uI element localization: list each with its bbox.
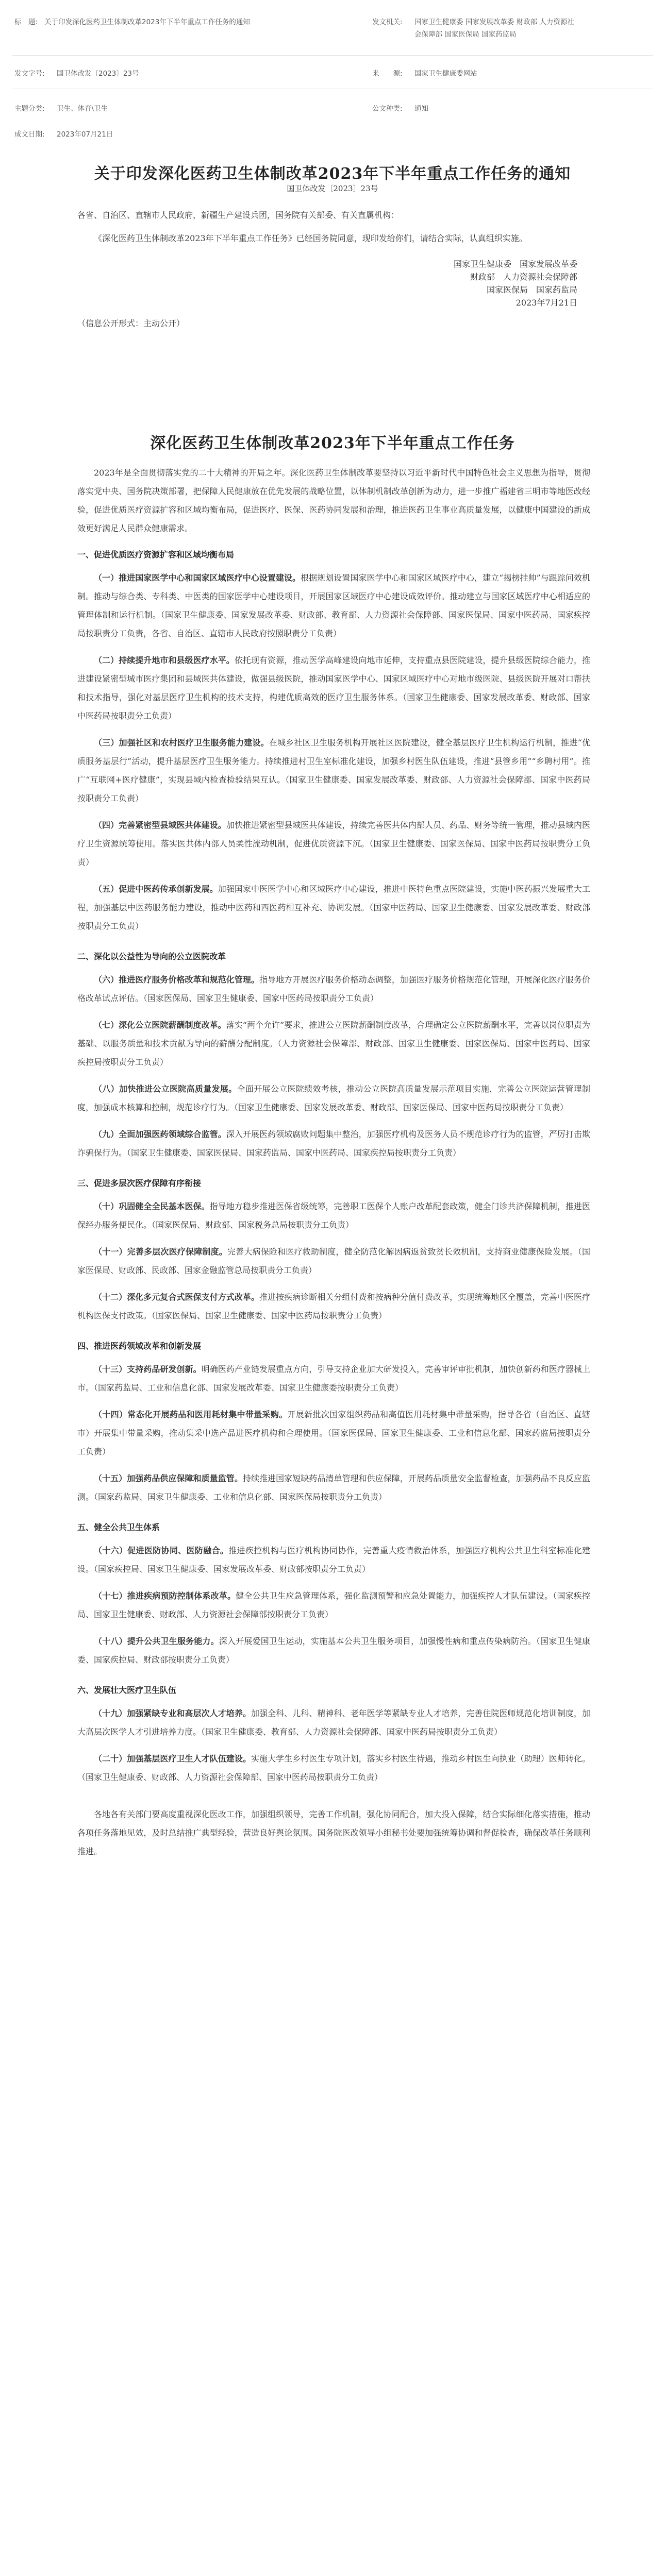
- item-text: 明确医药产业链发展重点方向，引导支持企业加大研发投入，完善审评审批机制，加快创新药和医疗器械上市。（国家药监局、工业和信息化部、国家发展改革委、国家卫生健康委按职责分工负责）: [77, 1364, 590, 1393]
- meta-source-label: 来 源:: [372, 70, 403, 78]
- item-text: 指导地方开展医疗服务价格动态调整，加强医疗服务价格规范化管理，开展深化医疗服务价格改革试点评估。（国家医保局、国家卫生健康委、国家中医药局按职责分工负责）: [77, 975, 590, 1003]
- item-text: 加强国家中医医学中心和区域医疗中心建设，推进中医特色重点医院建设，实施中医药振兴发展重大工程，加强基层中医药服务能力建设，推动中医药和西医药相互补充、协调发展。（国家中医药局、国家卫生健康委、国家发展改革委、财政部按职责分工负责）: [77, 884, 590, 931]
- item-lead: （九）全面加强医药领域综合监管。: [94, 1129, 226, 1139]
- item-text: 持续推进国家短缺药品清单管理和供应保障，开展药品质量安全监督检查，加强药品不良反应监测。（国家药监局、国家卫生健康委、工业和信息化部、国家医保局按职责分工负责）: [77, 1473, 590, 1502]
- item-text: 落实“两个允许”要求，推进公立医院薪酬制度改革，合理确定公立医院薪酬水平，完善以岗位职责为基础、以服务质量和技术贡献为导向的薪酬分配制度。（人力资源社会保障部、财政部、国家卫生健康委、国家医保局、国家中医药局、国家疾控局按职责分工负责）: [77, 1020, 590, 1067]
- section-heading: 一、促进优质医疗资源扩容和区域均衡布局: [77, 550, 235, 560]
- item-lead: （十三）支持药品研发创新。: [94, 1364, 202, 1374]
- section-item: [77, 1243, 590, 1280]
- meta-category-value: 卫生、体育\卫生: [57, 105, 108, 113]
- item-text: 加快推进紧密型县域医共体建设，持续完善医共体内部人员、药品、财务等统一管理，推动县域内医疗卫生资源统筹使用。落实医共体内部人员柔性流动机制，促进优质资源下沉。（国家卫生健康委、国家医保局、国家中医药局按职责分工负责）: [77, 820, 590, 867]
- section-heading: 四、推进医药领域改革和创新发展: [77, 1341, 202, 1351]
- section-item: [77, 651, 590, 725]
- item-lead: （十二）深化多元复合式医保支付方式改革。: [94, 1292, 260, 1302]
- item-text: 在城乡社区卫生服务机构开展社区医院建设，健全基层医疗卫生机构运行机制，推进“优质服务基层行”活动，提升基层医疗卫生服务能力。持续推进村卫生室标准化建设，加强乡村医生队伍建设，推进“县管乡用”“乡聘村用”。推广“互联网+医疗健康”，实现县域内检查检验结果互认。（国家卫生健康委、国家发展改革委、财政部、人力资源社会保障部、国家中医药局按职责分工负责）: [77, 738, 590, 803]
- item-lead: （八）加快推进公立医院高质量发展。: [94, 1084, 237, 1094]
- item-lead: （三）加强社区和农村医疗卫生服务能力建设。: [94, 738, 269, 748]
- section-item: [77, 1704, 590, 1741]
- section-item: [77, 971, 590, 1008]
- item-text: 推进疾控机构与医疗机构协同协作，完善重大疫情救治体系，加强医疗机构公共卫生科室标准化建设。（国家疾控局、国家卫生健康委、国家发展改革委、财政部按职责分工负责）: [77, 1546, 590, 1574]
- item-lead: （六）推进医疗服务价格改革和规范化管理。: [94, 975, 260, 985]
- section-heading: 三、促进多层次医疗保障有序衔接: [77, 1178, 202, 1188]
- annex-title: 深化医药卫生体制改革2023年下半年重点工作任务: [150, 434, 515, 452]
- meta-category-label: 主题分类:: [14, 105, 45, 113]
- meta-issuer-label: 发文机关:: [372, 18, 403, 26]
- section-item: [77, 1750, 590, 1787]
- annex-intro: 2023年是全面贯彻落实党的二十大精神的开局之年。深化医药卫生体制改革要坚持以习近平新时代中国特色社会主义思想为指导，贯彻落实党中央、国务院决策部署，把保障人民健康放在优先发展的战略位置，以体制机制改革创新为动力，进一步推广福建省三明市等地医改经验，促进优质医疗资源扩容和区域均衡布局，促进医疗、医保、医药协同发展和治理，推进医药卫生事业高质量发展，以健康中国建设的新成效更好满足人民群众健康需求。: [77, 468, 590, 533]
- item-text: 开展新批次国家组织药品和高值医用耗材集中带量采购，指导各省（自治区、直辖市）开展集中带量采购，推动集采中选产品进医疗机构和合理使用。（国家医保局、国家卫生健康委、工业和信息化部、国家药监局按职责分工负责）: [77, 1410, 590, 1456]
- document-metadata: [0, 16, 665, 148]
- notice-title: 关于印发深化医药卫生体制改革2023年下半年重点工作任务的通知: [94, 165, 571, 183]
- item-lead: （十五）加强药品供应保障和质量监管。: [94, 1473, 243, 1483]
- notice-disclosure: （信息公开形式：主动公开）: [77, 318, 185, 328]
- meta-issuer-value-1: 国家卫生健康委 国家发展改革委 财政部 人力资源社: [414, 18, 574, 26]
- section-heading: 六、发展壮大医疗卫生队伍: [77, 1685, 177, 1695]
- item-lead: （七）深化公立医院薪酬制度改革。: [94, 1020, 226, 1030]
- item-lead: （十七）推进疾病预防控制体系改革。: [94, 1591, 236, 1601]
- section-item: [77, 1541, 590, 1579]
- meta-source-value: 国家卫生健康委网站: [414, 70, 477, 78]
- meta-issuer-value-2: 会保障部 国家医保局 国家药监局: [414, 30, 517, 39]
- meta-type-label: 公文种类:: [372, 105, 403, 113]
- notice-salutation: 各省、自治区、直辖市人民政府，新疆生产建设兵团，国务院有关部委、有关直属机构：: [77, 210, 400, 220]
- section-item: [77, 1125, 590, 1162]
- section-item: [77, 1360, 590, 1397]
- meta-date-label: 成文日期:: [14, 130, 45, 139]
- notice-doc-number: 国卫体改发〔2023〕23号: [287, 184, 378, 193]
- item-text: 全面开展公立医院绩效考核，推动公立医院高质量发展示范项目实施，完善公立医院运营管理制度，加强成本核算和控制，规范诊疗行为。（国家卫生健康委、国家发展改革委、财政部、国家医保局、国家中医药局按职责分工负责）: [77, 1084, 590, 1112]
- item-text: 指导地方稳步推进医保省级统筹，完善职工医保个人账户改革配套政策，健全门诊共济保障机制，推进医保经办服务便民化。（国家医保局、财政部、国家税务总局按职责分工负责）: [77, 1201, 590, 1230]
- section-item: [77, 816, 590, 872]
- meta-docno-label: 发文字号:: [14, 70, 45, 78]
- item-lead: （十四）常态化开展药品和医用耗材集中带量采购。: [94, 1410, 288, 1419]
- item-lead: （二十）加强基层医疗卫生人才队伍建设。: [94, 1754, 251, 1764]
- item-text: 深入开展爱国卫生运动，实施基本公共卫生服务项目，加强慢性病和重点传染病防治。（国家卫生健康委、国家疾控局、财政部按职责分工负责）: [77, 1636, 590, 1665]
- item-text: 实施大学生乡村医生专项计划，落实乡村医生待遇，推动乡村医生向执业（助理）医师转化。（国家卫生健康委、财政部、人力资源社会保障部、国家中医药局按职责分工负责）: [77, 1754, 590, 1782]
- item-lead: （十）巩固健全全民基本医保。: [94, 1201, 210, 1211]
- item-text: 根据规划设置国家医学中心和国家区域医疗中心，建立“揭榜挂帅”与跟踪问效机制。推动与综合类、专科类、中医类的国家医学中心建设项目，开展国家区域医疗中心建设成效评价。推动建立与国家区域医疗中心相适应的管理体制和运行机制。（国家卫生健康委、国家发展改革委、财政部、教育部、人力资源社会保障部、国家医保局、国家中医药局、国家疾控局按职责分工负责，各省、自治区、直辖市人民政府按照职责分工负责）: [77, 573, 590, 638]
- item-lead: （十九）加强紧缺专业和高层次人才培养。: [94, 1708, 251, 1718]
- section-heading: 二、深化以公益性为导向的公立医院改革: [77, 952, 226, 961]
- section-item: [77, 1080, 590, 1117]
- section-item: [77, 1587, 590, 1624]
- meta-date-value: 2023年07月21日: [57, 130, 113, 139]
- item-lead: （十八）提升公共卫生服务能力。: [94, 1636, 219, 1646]
- section-item: [77, 1632, 590, 1669]
- item-lead: （二）持续提升地市和县级医疗水平。: [94, 655, 235, 665]
- notice-signer-line: 财政部 人力资源社会保障部: [470, 272, 577, 282]
- item-lead: （十一）完善多层次医疗保障制度。: [94, 1247, 227, 1257]
- item-lead: （十六）促进医防协同、医防融合。: [94, 1546, 229, 1555]
- item-text: 完善大病保险和医疗救助制度，健全防范化解因病返贫致贫长效机制，支持商业健康保险发展。（国家医保局、财政部、民政部、国家金融监管总局按职责分工负责）: [77, 1247, 590, 1275]
- meta-title-label: 标 题:: [14, 18, 38, 26]
- section-item: [77, 880, 590, 936]
- meta-docno-value: 国卫体改发〔2023〕23号: [57, 70, 139, 78]
- section-item: [77, 1405, 590, 1461]
- item-text: 依托现有资源，推动医学高峰建设向地市延伸，支持重点县医院建设，提升县级医院综合能力，推进建设紧密型城市医疗集团和县域医共体建设，做强县级医院，推动国家医学中心、国家区域医疗中心对地市级医院、县级医院开展对口帮扶和技术指导，强化对基层医疗卫生机构的技术支持，构建优质高效的医疗卫生服务体系。（国家卫生健康委、国家发展改革委、财政部、国家中医药局按职责分工负责）: [77, 655, 590, 721]
- section-item: [77, 1197, 590, 1234]
- item-text: 深入开展医药领域腐败问题集中整治，加强医疗机构及医务人员不规范诊疗行为的监管，严厉打击欺诈骗保行为。（国家卫生健康委、国家医保局、国家药监局、国家中医药局、国家疾控局按职责分工负责）: [77, 1129, 590, 1158]
- section-item: [77, 1469, 590, 1506]
- item-text: 推进按疾病诊断相关分组付费和按病种分值付费改革，实现统筹地区全覆盖，完善中医医疗机构医保支付政策。（国家医保局、国家卫生健康委、国家中医药局按职责分工负责）: [77, 1292, 590, 1320]
- item-lead: （五）促进中医药传承创新发展。: [94, 884, 218, 894]
- meta-type-value: 通知: [414, 105, 428, 113]
- notice-date: 2023年7月21日: [516, 298, 577, 308]
- meta-divider: [12, 55, 653, 56]
- notice-signature-block: [381, 258, 577, 309]
- notice-signer-line: 国家卫生健康委 国家发展改革委: [453, 259, 577, 269]
- item-lead: （四）完善紧密型县域医共体建设。: [94, 820, 226, 830]
- item-lead: （一）推进国家医学中心和国家区域医疗中心设置建设。: [94, 573, 301, 583]
- item-text: 健全公共卫生应急管理体系，强化监测预警和应急处置能力，加强疾控人才队伍建设。（国家疾控局、国家卫生健康委、财政部、人力资源社会保障部按职责分工负责）: [77, 1591, 590, 1619]
- section-item: [77, 1288, 590, 1325]
- section-item: [77, 734, 590, 808]
- section-item: [77, 569, 590, 643]
- item-text: 加强全科、儿科、精神科、老年医学等紧缺专业人才培养，完善住院医师规范化培训制度，加大高层次医学人才引进培养力度。（国家卫生健康委、教育部、人力资源社会保障部、国家中医药局按职责分工负责）: [77, 1708, 590, 1737]
- section-item: [77, 1016, 590, 1072]
- meta-title-value: 关于印发深化医药卫生体制改革2023年下半年重点工作任务的通知: [44, 18, 250, 26]
- notice-body: 《深化医药卫生体制改革2023年下半年重点工作任务》已经国务院同意，现印发给你们，请结合实际，认真组织实施。: [94, 233, 527, 243]
- annex-closing: 各地各有关部门要高度重视深化医改工作，加强组织领导，完善工作机制，强化协同配合，加大投入保障，结合实际细化落实措施，推动各项任务落地见效，及时总结推广典型经验，营造良好舆论氛围。国务院医改领导小组秘书处要加强统筹协调和督促检查，确保改革任务顺利推进。: [77, 1809, 590, 1856]
- notice-signer-line: 国家医保局 国家药监局: [486, 285, 577, 295]
- section-heading: 五、健全公共卫生体系: [77, 1522, 160, 1532]
